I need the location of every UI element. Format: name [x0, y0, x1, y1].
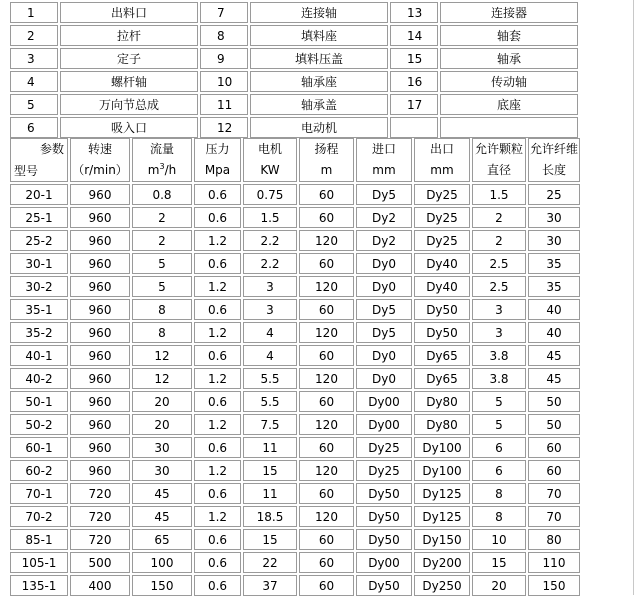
spec-header-row [10, 138, 580, 182]
parts-row [10, 48, 578, 69]
spec-header-cell [356, 138, 412, 182]
part-name: 轴承座 [250, 71, 388, 92]
spec-cell: 960 [70, 391, 130, 412]
corner-model-label: 型号 [14, 164, 39, 178]
spec-cell: Dy5 [356, 322, 412, 343]
spec-cell: Dy25 [414, 207, 470, 228]
header-title: 转速 [87, 141, 112, 156]
spec-cell: Dy125 [414, 483, 470, 504]
spec-cell: Dy200 [414, 552, 470, 573]
spec-cell: Dy25 [356, 460, 412, 481]
spec-cell: 0.6 [194, 299, 241, 320]
header-unit [244, 164, 296, 177]
spec-cell: 0.6 [194, 575, 241, 596]
header-unit-text: 直径 [486, 162, 511, 177]
spec-cell: 22 [243, 552, 297, 573]
spec-cell: 960 [70, 230, 130, 251]
spec-cell: 720 [70, 506, 130, 527]
header-unit [300, 164, 353, 177]
spec-row [10, 460, 580, 481]
spec-cell: 1.2 [194, 322, 241, 343]
model-cell: 25-2 [10, 230, 68, 251]
spec-row [10, 276, 580, 297]
header-unit-text: （r/min） [72, 162, 128, 177]
spec-cell: 50 [528, 414, 580, 435]
part-number: 8 [200, 25, 248, 46]
spec-cell: Dy50 [414, 322, 470, 343]
spec-cell: 45 [132, 483, 192, 504]
spec-cell: 2 [132, 207, 192, 228]
spec-cell: 30 [132, 437, 192, 458]
header-title: 允许颗粒 [474, 141, 523, 156]
spec-cell: 120 [299, 414, 354, 435]
spec-cell: Dy40 [414, 253, 470, 274]
spec-row [10, 345, 580, 366]
spec-cell: Dy250 [414, 575, 470, 596]
spec-cell: 960 [70, 184, 130, 205]
spec-cell: 0.6 [194, 184, 241, 205]
spec-row [10, 529, 580, 550]
spec-cell: 2.2 [243, 230, 297, 251]
spec-cell: Dy100 [414, 437, 470, 458]
spec-cell: 2.5 [472, 276, 526, 297]
spec-header-cell [414, 138, 470, 182]
spec-cell: 3 [243, 299, 297, 320]
spec-cell: 37 [243, 575, 297, 596]
spec-header-cell [243, 138, 297, 182]
parts-row [10, 117, 578, 138]
spec-cell: Dy80 [414, 414, 470, 435]
spec-row [10, 368, 580, 389]
spec-cell: 0.6 [194, 207, 241, 228]
spec-cell: 2 [472, 230, 526, 251]
spec-cell: 960 [70, 414, 130, 435]
spec-cell: 0.6 [194, 253, 241, 274]
header-title: 压力 [205, 141, 230, 156]
spec-cell: 60 [299, 207, 354, 228]
part-number: 4 [10, 71, 58, 92]
spec-cell: 500 [70, 552, 130, 573]
part-number: 9 [200, 48, 248, 69]
spec-cell: 60 [299, 529, 354, 550]
model-cell: 70-2 [10, 506, 68, 527]
model-cell: 50-1 [10, 391, 68, 412]
spec-cell: 60 [299, 253, 354, 274]
spec-cell: 1.2 [194, 460, 241, 481]
spec-cell: 0.6 [194, 437, 241, 458]
spec-cell: 50 [528, 391, 580, 412]
part-name: 出料口 [60, 2, 198, 23]
spec-cell: 960 [70, 368, 130, 389]
header-unit-text: m [147, 162, 160, 177]
spec-cell: 30 [528, 207, 580, 228]
spec-cell: 8 [472, 483, 526, 504]
spec-cell: 3 [243, 276, 297, 297]
spec-cell: 5 [132, 253, 192, 274]
spec-row [10, 184, 580, 205]
spec-cell: 960 [70, 276, 130, 297]
spec-cell: 12 [132, 345, 192, 366]
spec-cell: 0.6 [194, 552, 241, 573]
spec-cell: 40 [528, 299, 580, 320]
spec-cell: 960 [70, 299, 130, 320]
spec-cell: Dy25 [356, 437, 412, 458]
spec-cell: 3 [472, 299, 526, 320]
spec-cell: Dy65 [414, 368, 470, 389]
spec-cell: 60 [528, 460, 580, 481]
spec-cell: 3.8 [472, 368, 526, 389]
model-cell: 40-2 [10, 368, 68, 389]
spec-cell: Dy00 [356, 391, 412, 412]
model-cell: 35-1 [10, 299, 68, 320]
part-name: 传动轴 [440, 71, 578, 92]
spec-cell: 0.75 [243, 184, 297, 205]
spec-cell: 120 [299, 276, 354, 297]
spec-cell: 25 [528, 184, 580, 205]
spec-cell: 70 [528, 506, 580, 527]
spec-cell: 15 [243, 460, 297, 481]
header-unit-text: 长度 [541, 162, 566, 177]
spec-row [10, 391, 580, 412]
spec-cell: 1.2 [194, 276, 241, 297]
spec-cell: 7.5 [243, 414, 297, 435]
header-unit [357, 164, 411, 177]
part-name: 连接器 [440, 2, 578, 23]
spec-cell: 960 [70, 253, 130, 274]
part-number: 10 [200, 71, 248, 92]
spec-cell: 5 [472, 391, 526, 412]
spec-cell: Dy0 [356, 345, 412, 366]
spec-cell: 110 [528, 552, 580, 573]
header-unit-text: Mpa [204, 162, 231, 177]
parts-row [10, 94, 578, 115]
model-cell: 105-1 [10, 552, 68, 573]
part-name: 定子 [60, 48, 198, 69]
spec-cell: Dy50 [356, 529, 412, 550]
spec-cell: Dy25 [414, 184, 470, 205]
spec-cell: 20 [472, 575, 526, 596]
part-name: 螺杆轴 [60, 71, 198, 92]
spec-cell: 20 [132, 391, 192, 412]
spec-cell: 1.2 [194, 368, 241, 389]
header-title: 出口 [429, 141, 454, 156]
part-number: 15 [390, 48, 438, 69]
spec-cell: 35 [528, 253, 580, 274]
model-cell: 60-1 [10, 437, 68, 458]
header-unit-text: mm [430, 162, 454, 177]
spec-cell: 1.2 [194, 230, 241, 251]
part-number: 13 [390, 2, 438, 23]
part-number: 12 [200, 117, 248, 138]
model-cell: 20-1 [10, 184, 68, 205]
spec-cell: 60 [299, 552, 354, 573]
part-name: 填料座 [250, 25, 388, 46]
model-cell: 60-2 [10, 460, 68, 481]
spec-cell: 30 [132, 460, 192, 481]
spec-header-cell [194, 138, 241, 182]
spec-cell: 65 [132, 529, 192, 550]
spec-cell: 720 [70, 483, 130, 504]
model-cell: 50-2 [10, 414, 68, 435]
spec-row [10, 506, 580, 527]
spec-cell: 60 [299, 345, 354, 366]
spec-header-cell [132, 138, 192, 182]
spec-cell: 60 [299, 391, 354, 412]
header-unit [133, 161, 191, 177]
part-name: 万向节总成 [60, 94, 198, 115]
model-cell: 30-1 [10, 253, 68, 274]
spec-header-cell [528, 138, 580, 182]
part-name: 拉杆 [60, 25, 198, 46]
spec-cell: 960 [70, 322, 130, 343]
spec-cell: 4 [243, 322, 297, 343]
spec-cell: 12 [132, 368, 192, 389]
spec-cell: 5 [132, 276, 192, 297]
spec-cell: 45 [528, 368, 580, 389]
part-number: 5 [10, 94, 58, 115]
part-name: 底座 [440, 94, 578, 115]
spec-cell: 960 [70, 437, 130, 458]
spec-cell: Dy5 [356, 184, 412, 205]
spec-cell: 120 [299, 230, 354, 251]
spec-cell: Dy0 [356, 368, 412, 389]
spec-cell: 400 [70, 575, 130, 596]
spec-row [10, 207, 580, 228]
model-cell: 85-1 [10, 529, 68, 550]
spec-cell: 8 [132, 322, 192, 343]
header-title: 流量 [149, 141, 174, 156]
part-name: 轴套 [440, 25, 578, 46]
spec-row [10, 253, 580, 274]
spec-row [10, 322, 580, 343]
spec-cell: 15 [472, 552, 526, 573]
header-unit-text: mm [372, 162, 396, 177]
header-unit [195, 164, 240, 177]
spec-cell: 2.2 [243, 253, 297, 274]
parts-table [8, 0, 580, 140]
model-cell: 40-1 [10, 345, 68, 366]
spec-cell: 960 [70, 460, 130, 481]
spec-cell: 120 [299, 506, 354, 527]
part-number: 1 [10, 2, 58, 23]
spec-cell: 150 [132, 575, 192, 596]
spec-row [10, 230, 580, 251]
spec-cell: Dy65 [414, 345, 470, 366]
parts-row [10, 25, 578, 46]
part-number: 6 [10, 117, 58, 138]
spec-cell: 1.2 [194, 506, 241, 527]
spec-cell: 0.6 [194, 483, 241, 504]
spec-cell: 1.2 [194, 414, 241, 435]
header-unit [473, 164, 525, 177]
spec-cell: Dy150 [414, 529, 470, 550]
spec-cell: Dy25 [414, 230, 470, 251]
spec-row [10, 437, 580, 458]
part-name: 电动机 [250, 117, 388, 138]
spec-cell: 60 [299, 437, 354, 458]
spec-cell: 35 [528, 276, 580, 297]
spec-cell: 0.6 [194, 529, 241, 550]
spec-cell: 18.5 [243, 506, 297, 527]
spec-cell: 120 [299, 368, 354, 389]
spec-cell: 80 [528, 529, 580, 550]
spec-cell: 3.8 [472, 345, 526, 366]
spec-cell: 2.5 [472, 253, 526, 274]
spec-cell: Dy40 [414, 276, 470, 297]
spec-cell: Dy50 [414, 299, 470, 320]
parts-row [10, 71, 578, 92]
spec-header-cell [472, 138, 526, 182]
spec-cell: Dy50 [356, 506, 412, 527]
spec-cell: Dy2 [356, 207, 412, 228]
spec-cell: 45 [132, 506, 192, 527]
spec-cell: 0.8 [132, 184, 192, 205]
header-unit [415, 164, 469, 177]
spec-header-cell [299, 138, 354, 182]
part-number: 2 [10, 25, 58, 46]
header-unit-superscript: 3 [159, 161, 165, 171]
spec-cell: Dy2 [356, 230, 412, 251]
spec-row [10, 575, 580, 596]
spec-cell: 45 [528, 345, 580, 366]
header-title: 进口 [371, 141, 396, 156]
part-name: 轴承 [440, 48, 578, 69]
model-cell: 30-2 [10, 276, 68, 297]
model-cell: 135-1 [10, 575, 68, 596]
part-number: 3 [10, 48, 58, 69]
header-unit-text: KW [260, 162, 280, 177]
model-cell: 70-1 [10, 483, 68, 504]
spec-row [10, 552, 580, 573]
header-title: 允许纤维 [529, 141, 578, 156]
spec-cell: 120 [299, 460, 354, 481]
spec-cell: 0.6 [194, 345, 241, 366]
spec-row [10, 414, 580, 435]
parts-row [10, 2, 578, 23]
spec-cell: 960 [70, 207, 130, 228]
spec-cell: Dy0 [356, 253, 412, 274]
spec-cell: 5 [472, 414, 526, 435]
spec-cell: 2 [132, 230, 192, 251]
spec-cell: 100 [132, 552, 192, 573]
part-number: 14 [390, 25, 438, 46]
spec-cell: 60 [299, 184, 354, 205]
spec-cell: Dy100 [414, 460, 470, 481]
spec-cell: Dy50 [356, 483, 412, 504]
spec-cell: Dy80 [414, 391, 470, 412]
spec-cell: 120 [299, 322, 354, 343]
corner-param-label: 参数 [39, 142, 64, 156]
part-name: 填料压盖 [250, 48, 388, 69]
header-unit-text: m [320, 162, 333, 177]
spec-cell: 6 [472, 460, 526, 481]
spec-cell: 70 [528, 483, 580, 504]
spec-cell: 6 [472, 437, 526, 458]
spec-cell: 3 [472, 322, 526, 343]
spec-cell: 4 [243, 345, 297, 366]
spec-cell: Dy00 [356, 552, 412, 573]
model-cell: 25-1 [10, 207, 68, 228]
spec-header-cell [70, 138, 130, 182]
spec-cell: 10 [472, 529, 526, 550]
spec-cell: 1.5 [472, 184, 526, 205]
spec-cell: 60 [299, 299, 354, 320]
spec-cell: 5.5 [243, 391, 297, 412]
spec-table [8, 136, 582, 598]
spec-cell: 720 [70, 529, 130, 550]
model-cell: 35-2 [10, 322, 68, 343]
spec-cell: 11 [243, 483, 297, 504]
spec-cell: 0.6 [194, 391, 241, 412]
spec-row [10, 483, 580, 504]
part-number [390, 117, 438, 138]
spec-cell: 11 [243, 437, 297, 458]
header-unit-suffix: /h [164, 162, 177, 177]
spec-cell: 40 [528, 322, 580, 343]
spec-cell: Dy5 [356, 299, 412, 320]
part-name [440, 117, 578, 138]
spec-cell: 15 [243, 529, 297, 550]
spec-cell: Dy00 [356, 414, 412, 435]
spec-cell: 60 [299, 483, 354, 504]
header-corner [10, 138, 68, 182]
part-name: 连接轴 [250, 2, 388, 23]
header-title: 电机 [257, 141, 282, 156]
part-number: 16 [390, 71, 438, 92]
spec-cell: 30 [528, 230, 580, 251]
spec-cell: 8 [472, 506, 526, 527]
spec-row [10, 299, 580, 320]
spec-cell: 5.5 [243, 368, 297, 389]
spec-cell: 960 [70, 345, 130, 366]
spec-cell: Dy125 [414, 506, 470, 527]
part-name: 轴承盖 [250, 94, 388, 115]
spec-cell: 150 [528, 575, 580, 596]
spec-cell: 2 [472, 207, 526, 228]
part-number: 7 [200, 2, 248, 23]
part-name: 吸入口 [60, 117, 198, 138]
spec-cell: Dy0 [356, 276, 412, 297]
spec-cell: Dy50 [356, 575, 412, 596]
part-number: 11 [200, 94, 248, 115]
spec-cell: 1.5 [243, 207, 297, 228]
spec-cell: 60 [528, 437, 580, 458]
header-unit [529, 164, 579, 177]
header-unit [71, 164, 129, 177]
header-title: 扬程 [314, 141, 339, 156]
spec-cell: 8 [132, 299, 192, 320]
spec-cell: 60 [299, 575, 354, 596]
part-number: 17 [390, 94, 438, 115]
spec-cell: 20 [132, 414, 192, 435]
